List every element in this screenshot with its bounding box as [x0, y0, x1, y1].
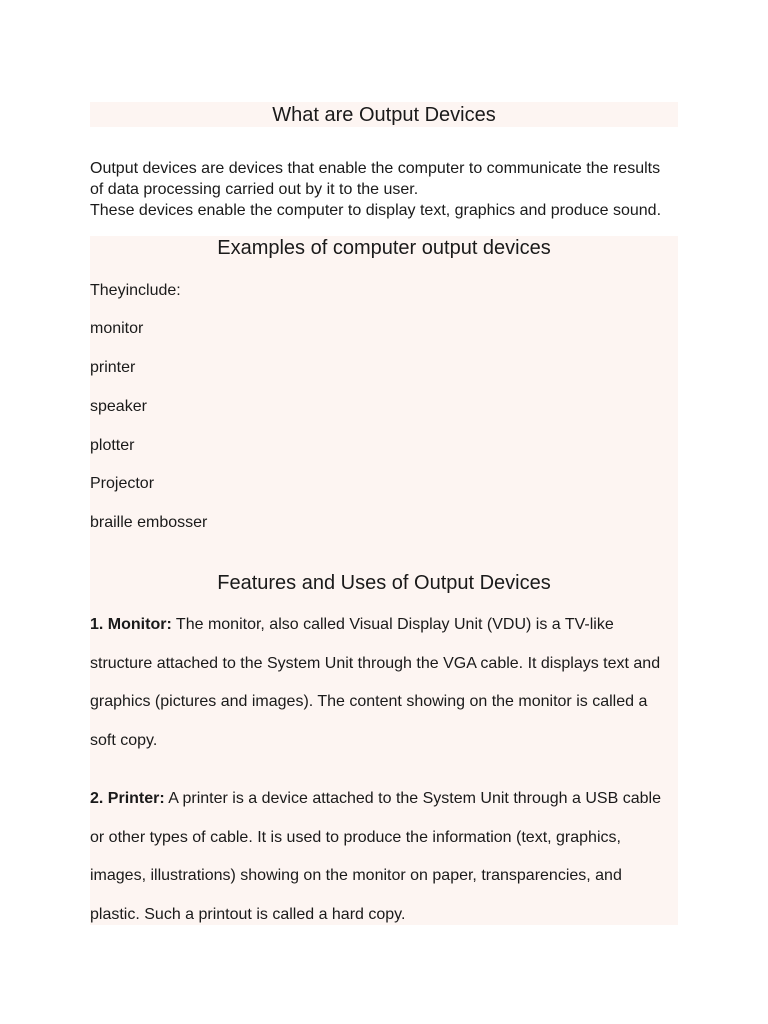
printer-paragraph: [90, 780, 690, 935]
page-title: What are Output Devices: [272, 104, 496, 126]
monitor-paragraph: [90, 606, 690, 761]
monitor-text-line: graphics (pictures and images). The content showing on the monitor is called a: [90, 693, 648, 711]
monitor-text-line: soft copy.: [90, 732, 158, 750]
examples-lead: Theyinclude:: [90, 282, 181, 299]
printer-text-line: A printer is a device attached to the System Unit through a USB cable: [168, 790, 661, 807]
intro-line: These devices enable the computer to display text, graphics and produce sound.: [90, 202, 662, 219]
features-heading: Features and Uses of Output Devices: [217, 572, 551, 594]
monitor-text-line: The monitor, also called Visual Display Unit (VDU) is a TV-like: [175, 616, 614, 633]
list-item: plotter: [90, 437, 135, 454]
examples-heading: Examples of computer output devices: [217, 237, 551, 259]
list-item: monitor: [90, 320, 144, 337]
list-item: speaker: [90, 398, 147, 415]
list-item: printer: [90, 359, 136, 376]
intro-line: Output devices are devices that enable the computer to communicate the results: [90, 160, 661, 177]
printer-text-line: images, illustrations) showing on the monitor on paper, transparencies, and: [90, 867, 622, 885]
list-item: Projector: [90, 475, 155, 492]
printer-label: 2. Printer:: [90, 790, 165, 807]
printer-text-line: plastic. Such a printout is called a hard copy.: [90, 906, 406, 924]
monitor-label: 1. Monitor:: [90, 616, 172, 633]
intro-paragraph: [90, 158, 690, 221]
list-item: braille embosser: [90, 514, 208, 531]
intro-line: of data processing carried out by it to the user.: [90, 181, 419, 198]
printer-text-line: or other types of cable. It is used to produce the information (text, graphics,: [90, 828, 621, 846]
monitor-text-line: structure attached to the System Unit through the VGA cable. It displays text and: [90, 654, 661, 672]
